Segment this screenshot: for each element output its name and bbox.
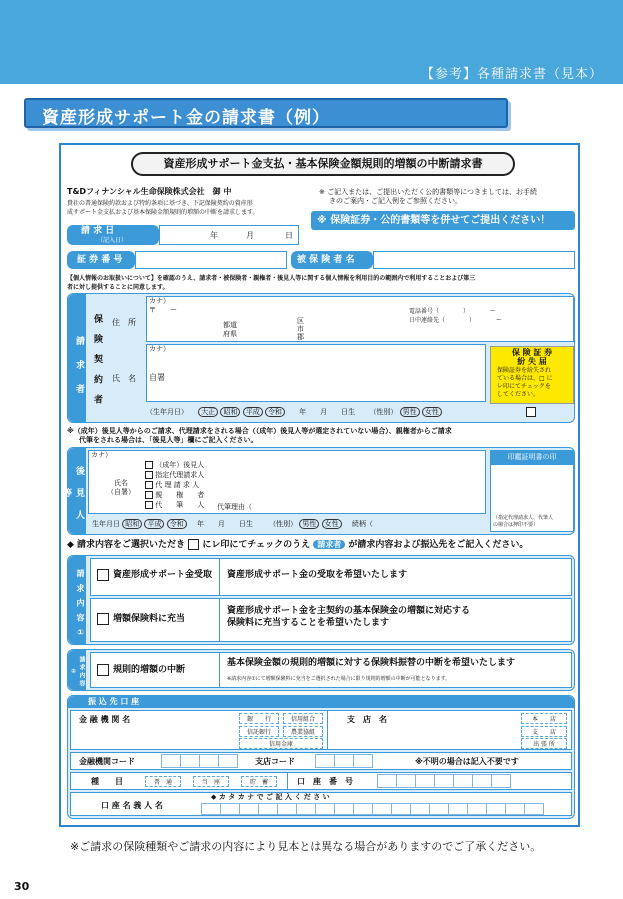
day-contact: 日中連絡先（ ） ー (409, 317, 503, 324)
guardian-type-2[interactable]: 指定代理請求人 (145, 471, 204, 480)
guardian-kana-label: カナ） (91, 451, 112, 459)
account-row (70, 772, 572, 790)
option-suspend-row (90, 652, 572, 688)
lost-policy-instructions: 保険証券を紛失され ている場合は、□ に レ印にてチェックを してください。 (497, 367, 553, 398)
bank-code-boxes[interactable] (161, 754, 237, 768)
insured-name-field[interactable] (373, 251, 575, 269)
request-date-label: 請 求 日 (81, 226, 115, 236)
option-suspend-checkbox[interactable] (97, 664, 109, 676)
branch-code-boxes[interactable] (315, 754, 372, 768)
example-checkbox (188, 539, 199, 550)
form-title: 資産形成サポート金支払・基本保険金額規則的増額の中断請求書 (131, 152, 515, 176)
kind-ordinary[interactable]: 普 通 (145, 776, 181, 787)
option-premium-desc-2: 保険料に充当することを希望いたします (227, 618, 390, 628)
gender-label: （性別） (369, 408, 398, 416)
page-title: 資産形成サポート金の請求書（例） (42, 108, 330, 128)
code-row (70, 752, 572, 770)
branch-code-label: 支店コード (255, 757, 295, 766)
option-suspend-desc: 基本保険金額の規則的増額に対する保険料振替の中断を希望いたします (227, 658, 516, 668)
company-name: T&Dフィナンシャル生命保険株式会社 御 中 (67, 187, 232, 196)
request-1-label: 請 求 内 容 ① (68, 556, 86, 644)
option-premium-checkbox[interactable] (97, 613, 109, 625)
branch-name-label: 支 店 名 (347, 715, 387, 724)
unknown-note: ※不明の場合は記入不要です (415, 757, 519, 766)
guardian-birth-ymd: 年 月 日生 (196, 520, 253, 528)
era-reiwa[interactable]: 令和 (265, 407, 285, 417)
intro-text-2: 成サポート金支払および基本保険金額規則的増額の中断を請求します。 (67, 209, 259, 216)
address-field[interactable] (146, 296, 574, 342)
guardian-type-3[interactable]: 代 理 請 求 人 (145, 481, 199, 490)
account-number-label: 口 座 番 号 (297, 777, 353, 786)
bank-name-label: 金 融 機 関 名 (79, 715, 131, 724)
relation-label: 続柄（ (351, 520, 373, 528)
phone-number: 電話番号（ ） ー (409, 308, 497, 315)
guardian-female[interactable]: 女性 (322, 519, 342, 529)
insured-name-label: 被 保 険 者 名 (291, 251, 373, 269)
option-premium-desc-1: 資産形成サポート金を主契約の基本保険金の増額に対応する (227, 606, 471, 616)
guardian-warning-2: 代筆をされる場合は、「後見人等」欄にご記入ください。 (79, 436, 258, 444)
lost-policy-box (490, 346, 574, 404)
account-holder-row (70, 792, 572, 816)
birth-gender-row (146, 404, 486, 420)
guardian-type-4[interactable]: 親 権 者 (145, 491, 204, 500)
page-title-bar (24, 98, 508, 128)
guardian-era-reiwa[interactable]: 令和 (167, 519, 187, 529)
policy-number-field[interactable] (135, 251, 287, 269)
guardian-era-showa[interactable]: 昭和 (122, 519, 142, 529)
notice-text-1: ※ ご記入または、ご提出いただく公的書類等につきましては、お手続 (319, 188, 537, 196)
month-label: 月 (246, 231, 254, 240)
intro-text-1: 貴社の普通保険約款および特約条項に基づき、下記保険契約の資産形 (67, 200, 253, 207)
account-holder-label: 口 座 名 義 人 名 (101, 801, 163, 810)
guardian-type-1[interactable]: （成年）後見人 (145, 461, 204, 470)
section-tag: 【参考】各種請求書（見本） (420, 67, 603, 82)
lost-policy-title: 保 険 証 券 紛 失 届 (511, 348, 553, 366)
branch-type-sub[interactable]: 出 張 所 (521, 738, 567, 749)
guardian-section (61, 447, 575, 535)
option-suspend-note: ※請求内容①にて増額保険料に充当をご選択された場合に限り規則的増額の中断が可能となります。 (227, 676, 451, 682)
guardian-birthday-label: 生年月日 (92, 520, 120, 528)
bank-account-header: 振 込 先 口 座 (68, 696, 574, 708)
notice-text-2: きのご案内・ご記入例をご参照ください。 (329, 197, 462, 205)
postal-code: 〒 ー (149, 306, 177, 314)
guardian-signature-label: 氏名 （自署） (107, 479, 135, 496)
city-label: 区 市 郡 (297, 317, 304, 341)
guardian-label: 後 見 人 等 (68, 448, 86, 534)
guardian-name-field[interactable] (88, 450, 486, 514)
kind-savings[interactable]: 貯 蓄 (241, 776, 277, 787)
footer-note: ※ご請求の保険種類やご請求の内容により見本とは異なる場合がありますのでご了承ください。 (70, 840, 542, 853)
name-label: 氏 名 (112, 374, 136, 383)
bank-type-shinkin[interactable]: 信用金庫 (239, 738, 323, 749)
request-2-label: 請 求 内 容 ② (68, 650, 86, 690)
bank-code-label: 金融機関コード (79, 757, 135, 766)
submit-documents-banner: ※ 保険証券・公的書類等を併せてご提出ください！ (311, 211, 575, 230)
claim-form (59, 143, 580, 827)
bank-name-row (70, 710, 572, 750)
address-label: 住 所 (112, 318, 136, 327)
kind-checking[interactable]: 当 座 (193, 776, 229, 787)
account-number-boxes[interactable] (377, 774, 510, 788)
bank-type-bank[interactable]: 銀 行 (239, 713, 279, 724)
name-kana-label: カナ） (149, 345, 170, 353)
option-asset-support[interactable]: 資産形成サポート金受取 (113, 570, 213, 580)
account-kind-label: 種 目 (91, 777, 123, 786)
claimant-tag: 請求者 (313, 540, 345, 549)
page-number: 30 (14, 880, 30, 893)
prefecture-label: 都道 府県 (223, 321, 237, 338)
guardian-warning-1: ※（成年）後見人等からのご請求、代理請求をされる場合（（成年）後見人等が選定されていない場合）、親権者からご請求 (67, 427, 452, 435)
selection-instruction: ◆ 請求内容をご選択いただき にレ印にてチェックのうえ 請求者 が請求内容および振込先をご記入ください。 (67, 540, 529, 550)
bank-type-trust-bank[interactable]: 信託銀行 (239, 726, 279, 737)
branch-type-branch[interactable]: 支 店 (521, 726, 567, 737)
gender-male[interactable]: 男性 (400, 407, 420, 417)
policy-number-label: 証 券 番 号 (67, 251, 135, 269)
katakana-note: ◆ カ タ カ ナ で ご 記 入 く だ さ い (211, 793, 330, 801)
era-showa[interactable]: 昭和 (220, 407, 240, 417)
birthday-label: （生年月日） (146, 408, 188, 416)
claimant-section (67, 293, 575, 423)
name-field[interactable] (146, 344, 486, 402)
account-holder-boxes[interactable] (201, 803, 543, 815)
option-premium-row (90, 598, 572, 642)
lost-policy-checkbox[interactable] (526, 407, 536, 417)
request-date-field[interactable] (159, 225, 299, 245)
year-label: 年 (210, 231, 218, 240)
era-taisho[interactable]: 大正 (198, 407, 218, 417)
privacy-consent-2: 者に対し提供することに同意します。 (67, 284, 169, 291)
request-date-label-box (67, 225, 159, 245)
guardian-male[interactable]: 男性 (299, 519, 319, 529)
seal-certificate-label: 印鑑証明書の印 (490, 450, 574, 464)
request-content-1 (67, 555, 575, 645)
policyholder-label: 保 険 契 約 者 (92, 314, 102, 408)
option-asset-support-checkbox[interactable] (97, 569, 109, 581)
privacy-consent-1: 【個人情報のお取扱いについて】を確認のうえ、請求者・被保険者・親権者・後見人等に関する個人情報を利用目的の範囲内で利用することおよび第三 (67, 275, 476, 282)
claimant-label: 請 求 者 (68, 294, 86, 422)
bank-type-agri-coop[interactable]: 農業協組 (283, 726, 323, 737)
address-kana-label: カナ） (149, 297, 170, 305)
birth-ymd: 年 月 日生 (299, 408, 356, 416)
guardian-era-heisei[interactable]: 平成 (144, 519, 164, 529)
bank-account-section (67, 695, 575, 819)
section-header-band (0, 0, 623, 84)
option-premium[interactable]: 増額保険料に充当 (113, 614, 186, 624)
day-label: 日 (285, 231, 293, 240)
guardian-birth-row (88, 516, 486, 532)
guardian-type-5[interactable]: 代 筆 人 (145, 501, 204, 510)
guardian-gender-label: （性別） (269, 520, 298, 528)
seal-area[interactable] (490, 464, 574, 532)
proxy-reason-label: 代筆理由（ (217, 503, 252, 511)
option-suspend[interactable]: 規則的増額の中断 (113, 665, 186, 675)
option-asset-support-desc: 資産形成サポート金の受取を希望いたします (227, 570, 408, 580)
bank-type-credit-union[interactable]: 信用組合 (283, 713, 323, 724)
era-heisei[interactable]: 平成 (243, 407, 263, 417)
option-asset-support-row (90, 558, 572, 596)
request-date-sub: （記入日） (97, 237, 128, 244)
seal-note: （指定代理請求人、代筆人 の場合は押印不要） (493, 515, 554, 528)
request-content-2 (67, 649, 575, 691)
gender-female[interactable]: 女性 (422, 407, 442, 417)
branch-type-head[interactable]: 本 店 (521, 713, 567, 724)
signature-label: 自署 (149, 373, 165, 382)
